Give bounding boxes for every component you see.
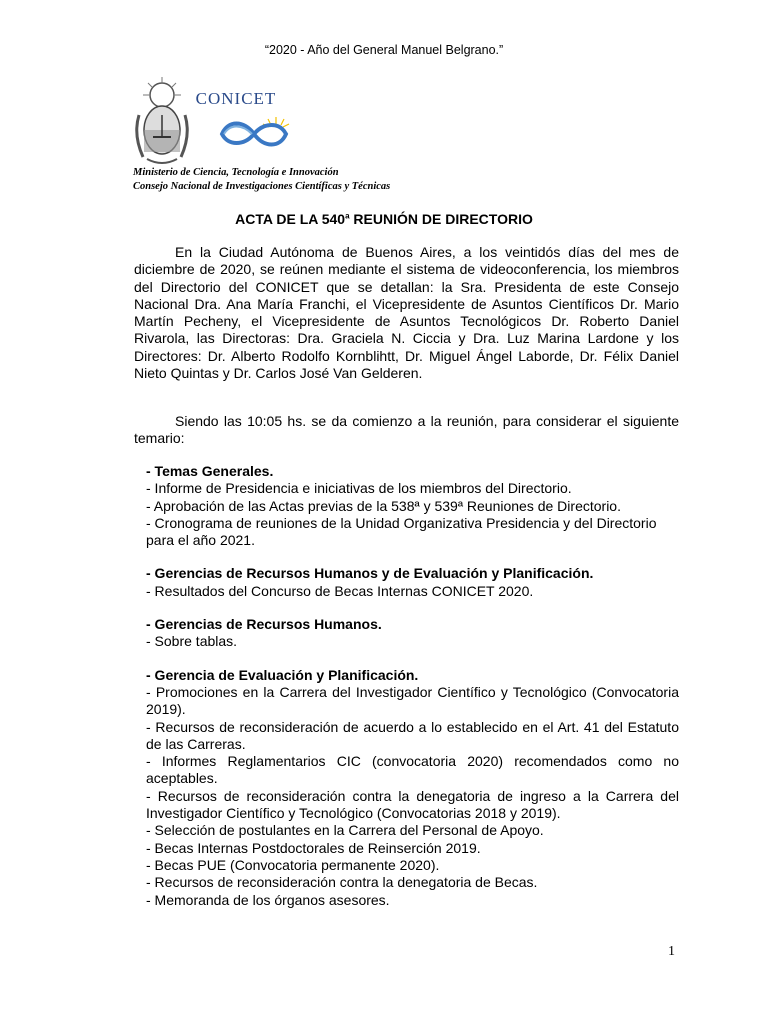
title-ordinal: a <box>345 211 350 221</box>
list-item: - Recursos de reconsideración contra la denegatoria de ingreso a la Carrera del Investigador Científico y Tecnológico (Convocatorias 2018 y 2019). <box>146 787 679 822</box>
list-item: - Sobre tablas. <box>146 633 238 650</box>
section-heading: - Gerencias de Recursos Humanos. <box>146 616 382 633</box>
list-item: - Cronograma de reuniones de la Unidad Organizativa Presidencia y del Directorio para el año 2021. <box>146 514 657 549</box>
list-item: - Informes Reglamentarios CIC (convocatoria 2020) recomendados como no aceptables. <box>146 753 679 787</box>
section-heading: - Temas Generales. <box>146 463 274 479</box>
document-title <box>0 211 768 227</box>
conicet-infinity-icon <box>218 114 290 150</box>
ministry-name: Ministerio de Ciencia, Tecnología e Innovación <box>133 167 339 178</box>
coat-of-arms-icon <box>133 75 191 167</box>
list-item: - Becas Internas Postdoctorales de Reinserción 2019. <box>146 839 481 856</box>
ministry-heading <box>133 166 390 194</box>
council-name: Consejo Nacional de Investigaciones Científicas y Técnicas <box>133 181 391 192</box>
section-heading: - Gerencia de Evaluación y Planificación. <box>146 666 419 683</box>
agenda <box>146 463 679 909</box>
list-item: - Aprobación de las Actas previas de la 538ª y 539ª Reuniones de Directorio. <box>146 497 621 514</box>
list-item: - Resultados del Concurso de Becas Internas CONICET 2020. <box>146 582 534 599</box>
list-item: - Memoranda de los órganos asesores. <box>146 891 390 908</box>
paragraph-attendees: En la Ciudad Autónoma de Buenos Aires, a los veintidós días del mes de diciembre de 2020, se reúnen mediante el sistema de videoconferencia, los miembros del Directorio del CONICET que se detallan: la Sra. Presidenta de este Consejo Nacional Dra. Ana María Franchi, el Vicepresidente de Asuntos Científicos Dr. Mario Martín Pecheny, el Vicepresidente de Asuntos Tecnológicos Dr. Roberto Daniel Rivarola, las Directoras: Dra. Graciela N. Ciccia y Dra. Luz Marina Lardone y los Directores: Dr. Alberto Rodolfo Kornblihtt, Dr. Miguel Ángel Laborde, Dr. Félix Daniel Nieto Quintas y Dr. Carlos José Van Gelderen. <box>134 244 679 382</box>
list-item: - Promociones en la Carrera del Investigador Científico y Tecnológico (Convocatoria 2019). <box>146 683 679 718</box>
page-number: 1 <box>668 944 675 959</box>
header-motto: “2020 - Año del General Manuel Belgrano.” <box>264 43 504 57</box>
list-item: - Informe de Presidencia e iniciativas de los miembros del Directorio. <box>146 480 572 497</box>
list-item: - Selección de postulantes en la Carrera del Personal de Apoyo. <box>146 822 544 839</box>
title-pre: ACTA DE LA 540 <box>235 211 346 227</box>
list-item: - Becas PUE (Convocatoria permanente 2020). <box>146 856 440 873</box>
section-heading: - Gerencias de Recursos Humanos y de Evaluación y Planificación. <box>146 565 594 582</box>
conicet-logo-text: CONICET <box>195 89 277 108</box>
list-item: - Recursos de reconsideración contra la denegatoria de Becas. <box>146 874 538 891</box>
list-item: - Recursos de reconsideración de acuerdo a lo establecido en el Art. 41 del Estatuto de las Carreras. <box>146 718 679 752</box>
title-post: REUNIÓN DE DIRECTORIO <box>349 211 533 227</box>
paragraph-start: Siendo las 10:05 hs. se da comienzo a la reunión, para considerar el siguiente temario: <box>134 413 679 447</box>
